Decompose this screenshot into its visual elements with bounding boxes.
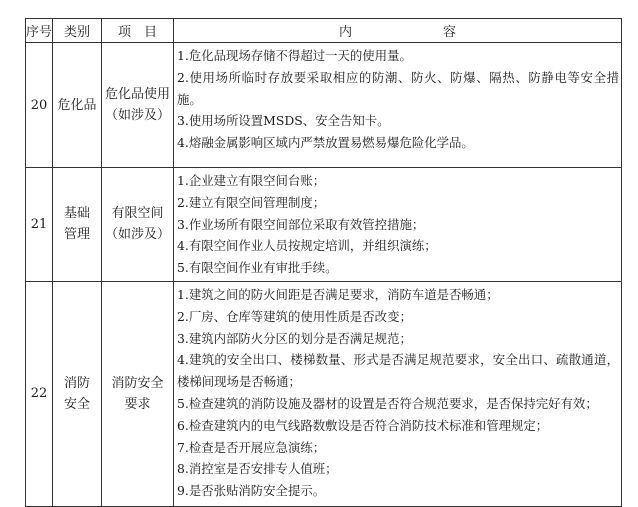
table-row — [26, 168, 622, 282]
content-line: 9.是否张贴消防安全提示。 — [177, 483, 326, 499]
category-line: 危化品 — [57, 97, 97, 113]
header-content: 内 容 — [174, 19, 622, 43]
row-content — [174, 43, 622, 168]
category-line: 管理 — [63, 227, 90, 243]
content-line: 3.建筑内部防火分区的划分是否满足规范； — [177, 330, 412, 346]
category-line: 安全 — [63, 396, 90, 412]
safety-inspection-table — [25, 18, 622, 507]
row-category — [53, 168, 102, 282]
category-line: 消防 — [63, 375, 90, 391]
row-number: 22 — [26, 281, 53, 506]
table-row — [26, 281, 622, 506]
header-item: 项 目 — [102, 19, 174, 43]
content-line: 4.有限空间作业人员按规定培训，并组织演练； — [177, 238, 437, 254]
row-number: 20 — [26, 43, 53, 168]
content-line: 8.消控室是否安排专人值班； — [177, 461, 338, 477]
content-line: 7.检查是否开展应急演练； — [177, 439, 326, 455]
header-no: 序号 — [26, 19, 53, 43]
content-line: 2.使用场所临时存放要采取相应的防潮、防火、防爆、隔热、防静电等安全措施。 — [177, 69, 619, 107]
content-line: 3.使用场所设置MSDS、安全告知卡。 — [177, 113, 390, 129]
content-line: 4.建筑的安全出口、楼梯数量、形式是否满足规范要求，安全出口、疏散通道，楼梯间现场是否畅通； — [177, 352, 619, 390]
content-line: 5.检查建筑的消防设施及器材的设置是否符合规范要求，是否保持完好有效； — [177, 395, 598, 411]
item-line: 有限空间 — [111, 206, 164, 222]
row-content — [174, 168, 622, 282]
row-item — [102, 43, 174, 168]
content-line: 2.厂房、仓库等建筑的使用性质是否改变； — [177, 308, 412, 324]
item-line: 消防安全 — [111, 375, 164, 391]
table-row — [26, 43, 622, 168]
content-line: 5.有限空间作业有审批手续。 — [177, 260, 338, 276]
content-line: 4.熔融金属影响区域内严禁放置易燃易爆危险化学品。 — [177, 135, 474, 151]
content-line: 6.检查建筑内的电气线路数敷设是否符合消防技术标准和管理规定； — [177, 417, 549, 433]
content-line: 3.作业场所有限空间部位采取有效管控措施； — [177, 216, 425, 232]
row-category — [53, 43, 102, 168]
row-item — [102, 168, 174, 282]
row-item — [102, 281, 174, 506]
item-line: （如涉及） — [104, 108, 170, 123]
header-category: 类别 — [53, 19, 102, 43]
table-header-row — [26, 19, 622, 43]
content-line: 1.企业建立有限空间台账； — [177, 173, 326, 188]
content-line: 1.危化品现场存储不得超过一天的使用量。 — [177, 48, 412, 63]
item-line: （如涉及） — [104, 227, 170, 243]
row-content — [174, 281, 622, 506]
item-line: 要求 — [124, 396, 151, 412]
item-line: 危化品使用 — [104, 87, 170, 102]
row-category — [53, 281, 102, 506]
category-line: 基础 — [63, 206, 90, 222]
content-line: 2.建立有限空间管理制度； — [177, 194, 326, 210]
row-number: 21 — [26, 168, 53, 282]
content-line: 1.建筑之间的防火间距是否满足要求，消防车道是否畅通； — [177, 286, 499, 302]
